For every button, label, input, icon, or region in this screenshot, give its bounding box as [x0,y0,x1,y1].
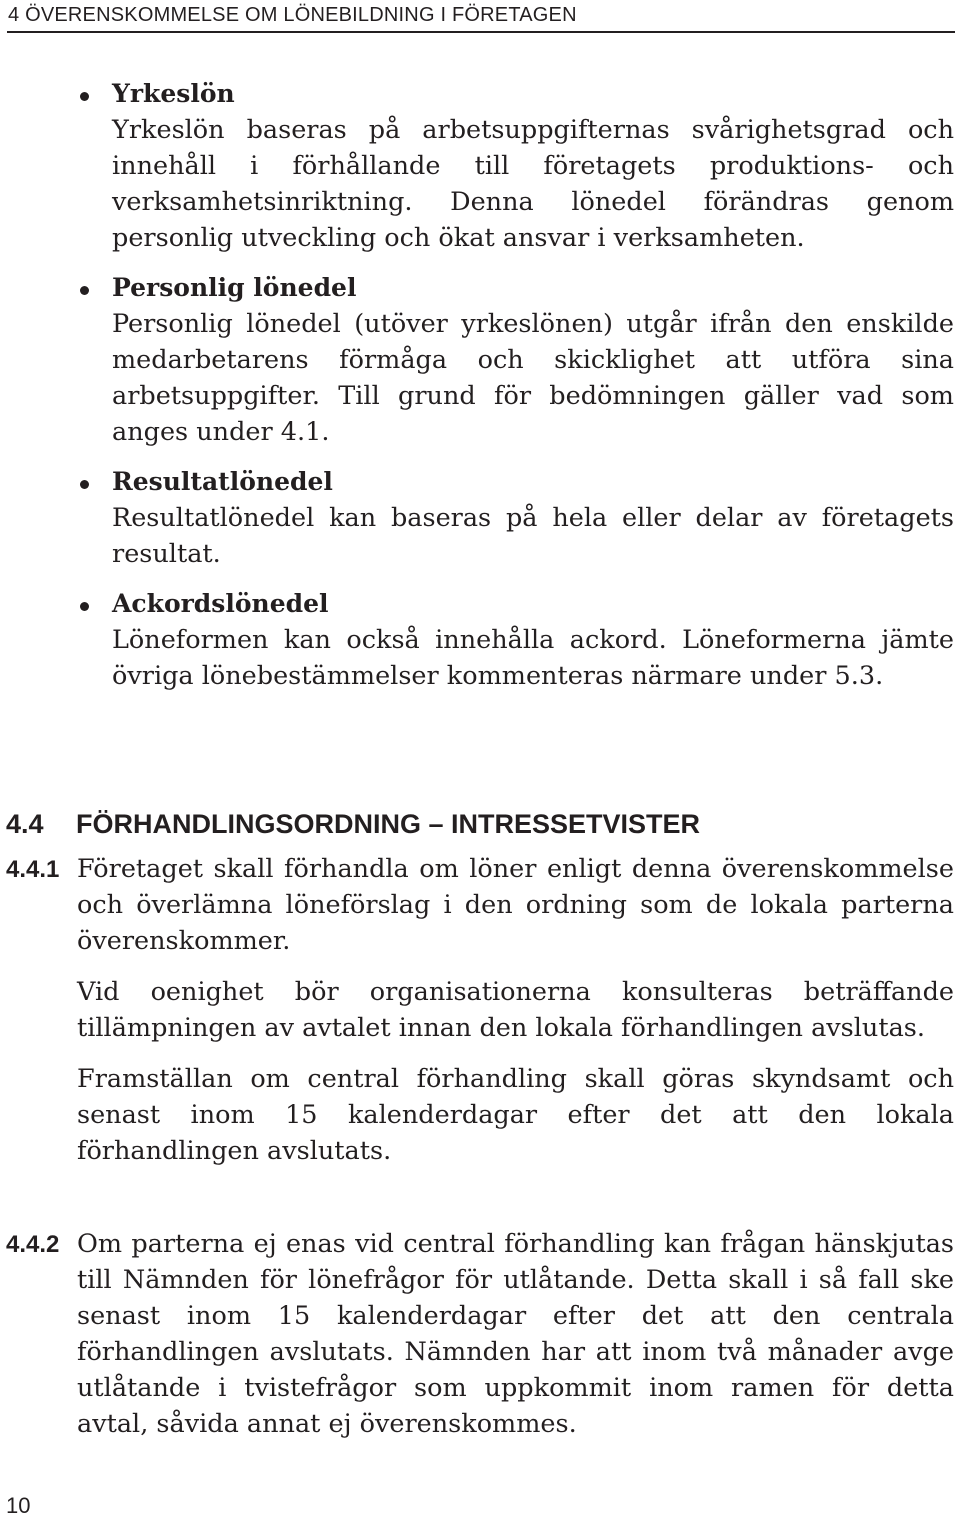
header-rule [7,31,955,33]
bullet-title: Yrkeslön [112,79,235,108]
bullet-title: Resultatlönedel [112,467,333,496]
section-heading [6,806,700,842]
bullet-item-resultatlonedel [0,464,960,572]
bullet-text: Yrkeslön baseras på arbetsuppgifternas svårighetsgrad och innehåll i förhållande till företagets produktions- och verksamhetsinriktning. Denna lönedel förändras genom personlig utveckling och ökat ansvar i verksamheten. [112,115,954,253]
section-number: 4.4 [6,809,44,839]
lonedel-bullet-list [0,76,960,708]
bullet-title: Ackordslönedel [112,589,329,618]
bullet-text: Resultatlönedel kan baseras på hela eller delar av företagets resultat. [112,503,954,569]
paragraph: Framställan om central förhandling skall göras skyndsamt och senast inom 15 kalenderdagar efter det att den lokala förhandlingen avslutats. [77,1064,954,1166]
subsection-number: 4.4.1 [6,856,60,883]
bullet-icon [80,92,89,101]
bullet-title: Personlig lönedel [112,273,357,302]
bullet-text: Löneformen kan också innehålla ackord. Löneformerna jämte övriga lönebestämmelser kommenteras närmare under 5.3. [112,625,954,691]
subsection-4-4-2 [0,1226,960,1457]
paragraph: Företaget skall förhandla om löner enligt denna överenskommelse och överlämna löneförslag i den ordning som de lokala parterna överenskommer. [77,854,954,956]
bullet-text: Personlig lönedel (utöver yrkeslönen) utgår ifrån den enskilde medarbetarens förmåga och skicklighet att utföra sina arbetsuppgifter. Till grund för bedömningen gäller vad som anges under 4.1. [112,309,954,447]
bullet-item-yrkeslon [0,76,960,256]
bullet-item-ackordslonedel [0,586,960,694]
bullet-icon [80,286,89,295]
section-title: FÖRHANDLINGSORDNING – INTRESSETVISTER [76,809,701,839]
paragraph: Vid oenighet bör organisationerna konsulteras beträffande tillämpningen av avtalet innan den lokala förhandlingen avslutas. [77,977,954,1043]
page-number: 10 [6,1493,31,1518]
bullet-icon [80,602,89,611]
paragraph: Om parterna ej enas vid central förhandling kan frågan hänskjutas till Nämnden för lönefrågor för utlåtande. Detta skall i så fall ske senast inom 15 kalenderdagar efter det att den centrala förhandlingen avslutats. Nämnden har att inom två månader avge utlåtande i tvistefrågor som uppkommit inom ramen för detta avtal, såvida annat ej överenskommes. [77,1229,954,1439]
subsection-4-4-1 [0,851,960,1184]
running-header: 4 ÖVERENSKOMMELSE OM LÖNEBILDNING I FÖRETAGEN [8,4,577,26]
subsection-number: 4.4.2 [6,1231,60,1258]
bullet-item-personlig-lonedel [0,270,960,450]
bullet-icon [80,480,89,489]
